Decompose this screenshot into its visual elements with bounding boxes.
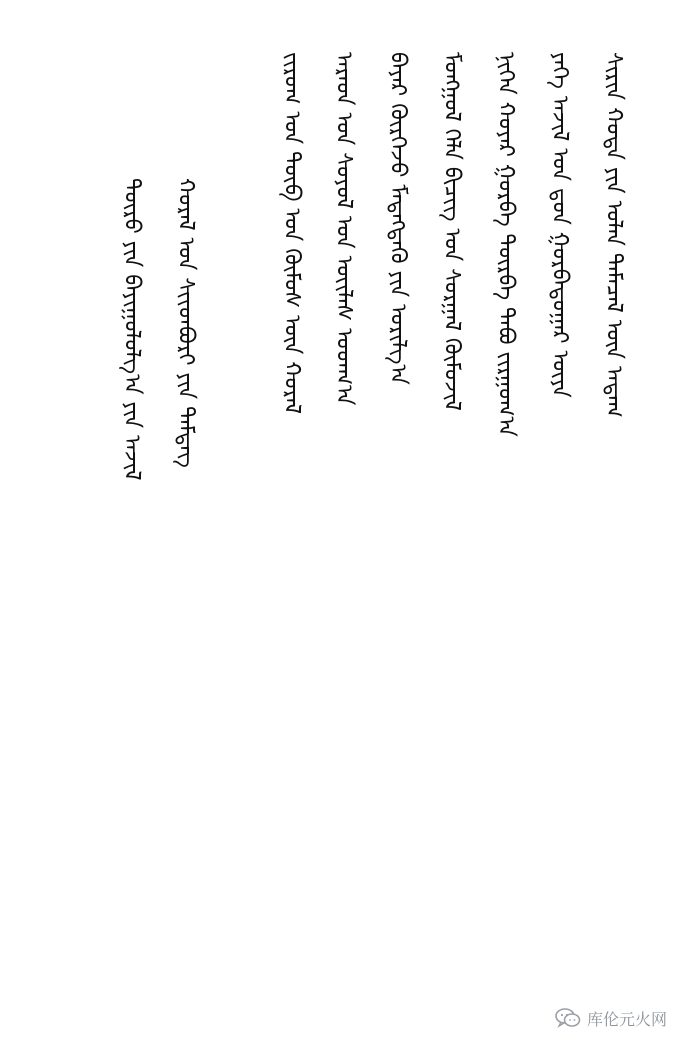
text-column: ᠲᠥᠷᠥ ᠶᠢᠨ ᠪᠠᠶᠢᠭᠤᠯᠤᠯᠭ᠎ᠠ ᠶᠢᠨ ᠠᠵᠢᠯ (119, 178, 144, 481)
text-column: ᠬᠤᠷᠠᠯ ᠤᠨ ᠰᠢᠢᠳᠪᠦᠷᠢ ᠶᠢᠨ ᠲᠡᠮᠳᠡᠭ (173, 178, 198, 468)
watermark-text: 库伦元火网 (586, 1009, 667, 1029)
text-column: ᠨᠢᠭᠡᠨ ᠬᠣᠶᠠᠷ ᠭᠤᠷᠪᠠ ᠳᠥᠷᠪᠡ ᠲᠠᠪᠤ ᠵᠢᠷᠭᠤᠭ᠎ᠠ (493, 52, 518, 437)
text-column: ᠵᠢᠷᠤᠭ ᠤᠨ ᠲᠥᠪ ᠤᠨ ᠬᠦᠮᠦᠰ ᠦᠨ ᠬᠤᠷᠠᠯ (279, 52, 304, 414)
text-column: ᠠᠷᠠᠳ ᠤᠨ ᠰᠣᠶᠤᠯ ᠤᠨ ᠦᠢᠯᠡᠰ ᠤᠳᠬ᠎ᠠ (331, 52, 356, 406)
watermark (555, 1005, 667, 1031)
text-column: ᠮᠣᠩᠭᠣᠯ ᠬᠡᠯᠡ ᠪᠢᠴᠢᠭ ᠤᠨ ᠰᠤᠷᠭᠠᠯ ᠬᠦᠮᠦᠵᠢᠯ (439, 52, 464, 411)
text-column: ᠪᠠᠶᠠᠷ ᠬᠦᠷᠭᠡᠵᠦ ᠮᠡᠳᠡᠭᠳᠡᠬᠦ ᠶᠢᠨ ᠤᠷᠢᠯᠭ᠎ᠠ (385, 52, 410, 385)
chat-bubbles-icon (555, 1007, 581, 1029)
text-column: ᠰᠢᠷᠢᠨ ᠬᠣᠲᠠ ᠶᠢᠨ ᠣᠯᠠᠨ ᠲᠡᠮᠡᠴᠡᠯ ᠦᠨ ᠠᠳᠠᠭ (601, 52, 626, 418)
text-column: ᠶᠡᠭᠡ ᠠᠵᠢᠯ ᠤᠨ ᠳ᠋ᠤᠨ ᠭᠤᠷᠪᠠᠳᠤᠭᠠᠷ ᠦᠶᠡ (547, 52, 572, 398)
